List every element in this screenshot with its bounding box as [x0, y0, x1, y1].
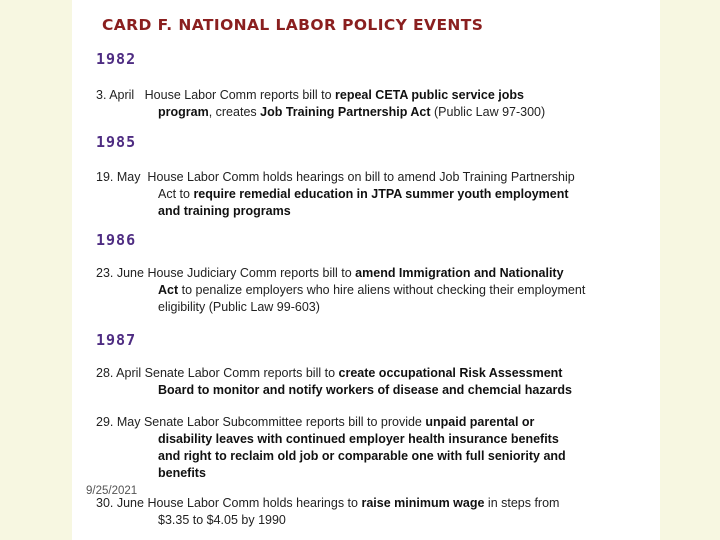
- event-date: 3. April: [96, 88, 135, 102]
- event-1987-may-29: [96, 414, 656, 482]
- event-highlight: and right to reclaim old job or comparable one with full seniority and: [158, 449, 566, 463]
- event-text: Senate Labor Subcommittee reports bill to provide: [143, 415, 426, 429]
- year-heading-1987: 1987: [96, 331, 137, 349]
- event-text: , creates: [208, 105, 261, 119]
- event-text: eligibility (Public Law 99-603): [158, 300, 320, 314]
- event-date: 29. May: [96, 415, 141, 429]
- event-highlight: and training programs: [158, 204, 291, 218]
- footer-date: 9/25/2021: [86, 485, 138, 497]
- event-highlight: Act: [158, 283, 179, 297]
- event-text: (Public Law 97-300): [430, 105, 546, 119]
- year-heading-1985: 1985: [96, 133, 137, 151]
- event-highlight: benefits: [158, 466, 206, 480]
- event-1987-april-28: [96, 365, 656, 399]
- event-1985-may-19: [96, 169, 656, 220]
- event-highlight: require remedial education in JTPA summer youth employment: [193, 187, 569, 201]
- year-heading-1982: 1982: [96, 50, 137, 68]
- event-1986-june-23: [96, 265, 656, 316]
- event-highlight: disability leaves with continued employer health insurance benefits: [158, 432, 559, 446]
- event-text: in steps from: [484, 496, 560, 510]
- event-date: 19. May: [96, 170, 141, 184]
- event-text: House Labor Comm reports bill to: [144, 88, 335, 102]
- event-1987-june-30: [96, 495, 656, 529]
- event-highlight: unpaid parental or: [425, 415, 535, 429]
- event-highlight: program: [158, 105, 209, 119]
- event-highlight: Board to monitor and notify workers of disease and chemcial hazards: [158, 383, 572, 397]
- event-text: House Labor Comm holds hearings on bill to amend Job Training Partnership: [147, 170, 575, 184]
- event-text: House Labor Comm holds hearings to: [147, 496, 362, 510]
- event-date: 28. April: [96, 366, 142, 380]
- event-date: 23. June: [96, 266, 144, 280]
- event-highlight: create occupational Risk Assessment: [338, 366, 563, 380]
- event-highlight: raise minimum wage: [361, 496, 485, 510]
- event-text: $3.35 to $4.05 by 1990: [158, 513, 286, 527]
- year-heading-1986: 1986: [96, 231, 137, 249]
- event-text: Senate Labor Comm reports bill to: [144, 366, 339, 380]
- event-highlight: Job Training Partnership Act: [260, 105, 431, 119]
- event-highlight: amend Immigration and Nationality: [355, 266, 564, 280]
- page-title: CARD F. NATIONAL LABOR POLICY EVENTS: [102, 16, 484, 34]
- event-1982-april-3: [96, 87, 656, 121]
- event-text: Act to: [158, 187, 194, 201]
- event-highlight: repeal CETA public service jobs: [335, 88, 524, 102]
- event-text: to penalize employers who hire aliens without checking their employment: [178, 283, 586, 297]
- event-date: 30. June: [96, 496, 144, 510]
- event-text: House Judiciary Comm reports bill to: [147, 266, 356, 280]
